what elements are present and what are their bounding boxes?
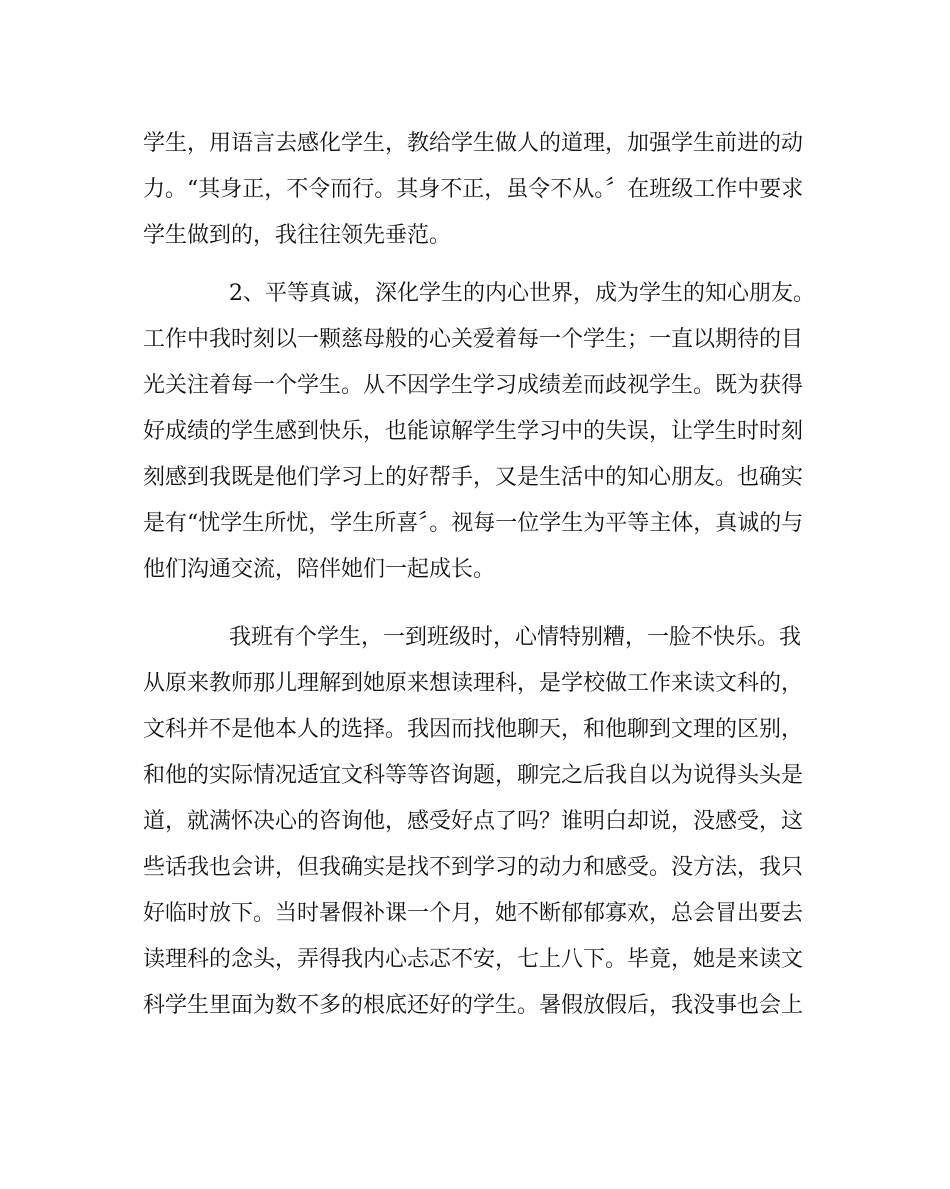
text-line: 和他的实际情况适宜文科等等咨询题，聊完之后我自以为说得头头是 [143,763,804,788]
text-line: 科学生里面为数不多的根底还好的学生。暑假放假后，我没事也会上 [143,993,804,1018]
paragraph-3 [143,615,813,1029]
text-line: 我班有个学生，一到班级时，心情特别糟，一脸不快乐。我 [229,625,802,650]
text-line: 从原来教师那儿理解到她原来想读理科，是学校做工作来读文科的， [143,671,804,696]
paragraph-2 [143,271,813,593]
text-line: 文科并不是他本人的选择。我因而找他聊天，和他聊到文理的区别， [143,717,804,742]
text-line: 是有“忧学生所忧，学生所喜〞。视每一位学生为平等主体，真诚的与 [143,511,804,536]
text-line: 学生做到的，我往往领先垂范。 [143,223,452,248]
text-line: 学生，用语言去感化学生，教给学生做人的道理，加强学生前进的动 [143,131,804,156]
text-line: 好成绩的学生感到快乐，也能谅解学生学习中的失误，让学生时时刻 [143,419,804,444]
text-line: 道，就满怀决心的咨询他，感受好点了吗？谁明白却说，没感受，这 [143,809,804,834]
paragraph-1 [143,121,813,259]
text-line: 好临时放下。当时暑假补课一个月，她不断郁郁寡欢，总会冒出要去 [143,901,804,926]
text-line: 力。“其身正，不令而行。其身不正，虽令不从。〞在班级工作中要求 [143,177,804,202]
text-line: 2、平等真诚，深化学生的内心世界，成为学生的知心朋友。 [229,281,815,306]
text-line: 刻感到我既是他们学习上的好帮手，又是生活中的知心朋友。也确实 [143,465,804,490]
text-line: 工作中我时刻以一颗慈母般的心关爱着每一个学生；一直以期待的目 [143,327,804,352]
text-line: 光关注着每一个学生。从不因学生学习成绩差而歧视学生。既为获得 [143,373,804,398]
text-line: 他们沟通交流，陪伴她们一起成长。 [143,557,496,582]
text-line: 读理科的念头，弄得我内心忐忑不安，七上八下。毕竟，她是来读文 [143,947,804,972]
text-line: 些话我也会讲，但我确实是找不到学习的动力和感受。没方法，我只 [143,855,804,880]
